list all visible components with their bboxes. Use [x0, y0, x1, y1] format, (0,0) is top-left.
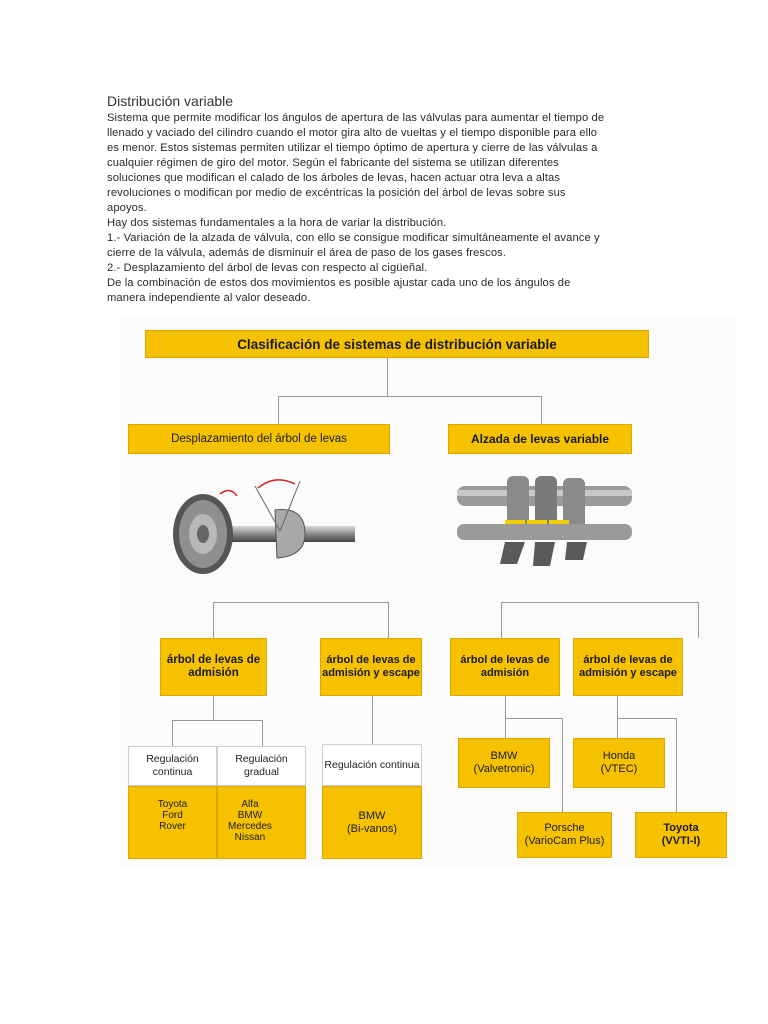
paragraph-line: manera independiente al valor deseado.	[107, 292, 311, 304]
diagram-title: Clasificación de sistemas de distribución variable	[145, 330, 649, 358]
connector	[262, 720, 263, 746]
paragraph-line: soluciones que modifican el calado de los árboles de levas, hacen actuar otra leva a altas	[107, 172, 561, 184]
page-title: Distribución variable	[107, 93, 234, 109]
box-bmw-valvetronic: BMW (Valvetronic)	[458, 738, 550, 788]
box-brands-continua: Toyota Ford Rover	[128, 786, 217, 859]
box-regulacion-continua-2: Regulación continua	[322, 744, 422, 786]
connector	[562, 718, 563, 812]
camshaft-phaser-illustration	[155, 466, 365, 596]
box-brands-bivanos: BMW (Bi-vanos)	[322, 786, 422, 859]
connector	[505, 696, 506, 738]
connector	[372, 696, 373, 744]
paragraph-line: 1.- Variación de la alzada de válvula, con ello se consigue modificar simultáneamente el avance y	[107, 232, 600, 244]
connector	[278, 396, 279, 424]
connector	[172, 720, 173, 746]
connector	[541, 396, 542, 424]
connector	[387, 358, 388, 396]
box-left-admision-escape: árbol de levas de admisión y escape	[320, 638, 422, 696]
box-left-admision: árbol de levas de admisión	[160, 638, 267, 696]
box-regulacion-continua: Regulación continua	[128, 746, 217, 786]
connector	[172, 720, 263, 721]
box-right-admision: árbol de levas de admisión	[450, 638, 560, 696]
document-text	[107, 93, 667, 306]
paragraph-line: De la combinación de estos dos movimientos es posible ajustar cada uno de los ángulos de	[107, 277, 571, 289]
paragraph-line: llenado y vaciado del cilindro cuando el motor gira alto de vueltas y el tiempo disponible para ello	[107, 127, 598, 139]
connector	[698, 602, 699, 638]
box-alzada: Alzada de levas variable	[448, 424, 632, 454]
connector	[505, 718, 562, 719]
connector	[213, 696, 214, 720]
paragraph-line: es menor. Estos sistemas permiten utilizar el tiempo óptimo de apertura y cierre de las válvulas a	[107, 142, 598, 154]
paragraph-line: cualquier régimen de giro del motor. Según el fabricante del sistema se utilizan diferentes	[107, 157, 559, 169]
paragraph-line: Sistema que permite modificar los ángulos de apertura de las válvulas para aumentar el tiempo de	[107, 112, 605, 124]
box-honda-vtec: Honda (VTEC)	[573, 738, 665, 788]
connector	[501, 602, 699, 603]
box-right-admision-escape: árbol de levas de admisión y escape	[573, 638, 683, 696]
paragraph-line: apoyos.	[107, 202, 147, 214]
connector	[617, 718, 676, 719]
box-porsche: Porsche (VarioCam Plus)	[517, 812, 612, 858]
connector	[213, 602, 389, 603]
connector	[617, 696, 618, 738]
connector	[388, 602, 389, 638]
paragraph-line: cierre de la válvula, además de disminuir el área de paso de los gases frescos.	[107, 247, 507, 259]
paragraph-line: Hay dos sistemas fundamentales a la hora de variar la distribución.	[107, 217, 447, 229]
variable-lift-cam-illustration	[455, 468, 645, 573]
box-regulacion-gradual: Regulación gradual	[217, 746, 306, 786]
classification-diagram	[120, 318, 736, 868]
box-brands-gradual: Alfa BMW Mercedes Nissan	[217, 786, 306, 859]
box-desplazamiento: Desplazamiento del árbol de levas	[128, 424, 390, 454]
box-toyota-vvti: Toyota (VVTI-I)	[635, 812, 727, 858]
connector	[213, 602, 214, 638]
connector	[676, 718, 677, 812]
paragraph-line: 2.- Desplazamiento del árbol de levas con respecto al cigüeñal.	[107, 262, 428, 274]
paragraph-line: revoluciones o modifican por medio de excéntricas la posición del árbol de levas sobre sus	[107, 187, 566, 199]
connector	[278, 396, 542, 397]
connector	[501, 602, 502, 638]
